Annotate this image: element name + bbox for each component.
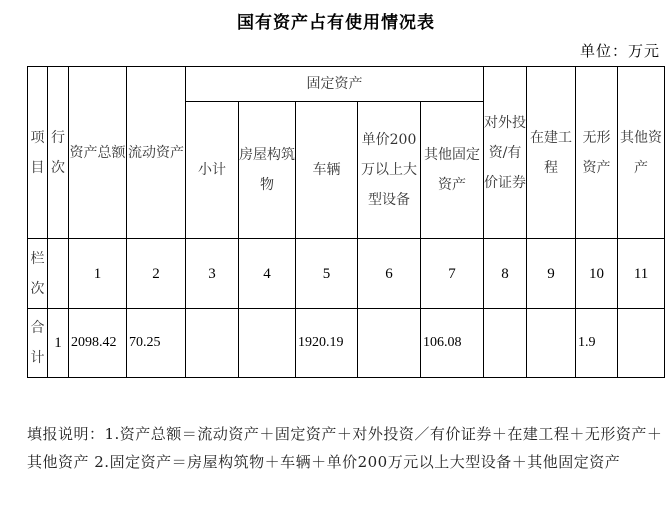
asset-usage-table	[27, 66, 665, 378]
unit-label: 单位：万元	[579, 42, 660, 60]
table-cell	[527, 309, 576, 378]
table-cell	[618, 309, 665, 378]
table-row-total	[28, 309, 665, 378]
table-cell: 70.25	[127, 309, 186, 378]
table-cell	[358, 309, 421, 378]
row-no-cell: 1	[48, 309, 69, 378]
table-cell: 1.9	[576, 309, 618, 378]
table-cell: 1920.19	[296, 309, 358, 378]
table-cell: 10	[576, 239, 618, 309]
header-investments: 对外投资/有价证券	[484, 67, 527, 239]
row-no-cell	[48, 239, 69, 309]
table-cell: 2098.42	[69, 309, 127, 378]
table-cell: 7	[421, 239, 484, 309]
header-vehicles: 车辆	[296, 102, 358, 239]
table-cell	[186, 309, 239, 378]
table-cell: 9	[527, 239, 576, 309]
document-title: 国有资产占有使用情况表	[237, 13, 435, 33]
header-item: 项目	[28, 67, 48, 239]
table-cell: 4	[239, 239, 296, 309]
table-cell	[484, 309, 527, 378]
header-buildings: 房屋构筑物	[239, 102, 296, 239]
table-cell	[239, 309, 296, 378]
table-cell: 1	[69, 239, 127, 309]
table-row-column-index	[28, 239, 665, 309]
filling-instructions: 填报说明：1.资产总额＝流动资产＋固定资产＋对外投资／有价证券＋在建工程＋无形资产＋其他资产 2.固定资产＝房屋构筑物＋车辆＋单价200万元以上大型设备＋其他固定资产	[27, 425, 663, 471]
row-label: 合计	[28, 309, 48, 378]
header-construction: 在建工程	[527, 67, 576, 239]
header-other-assets: 其他资产	[618, 67, 665, 239]
table-cell: 11	[618, 239, 665, 309]
header-large-equipment: 单价200万以上大型设备	[358, 102, 421, 239]
header-other-fixed: 其他固定资产	[421, 102, 484, 239]
table-cell: 106.08	[421, 309, 484, 378]
row-label: 栏次	[28, 239, 48, 309]
header-total-assets: 资产总额	[69, 67, 127, 239]
table-cell: 2	[127, 239, 186, 309]
header-current-assets: 流动资产	[127, 67, 186, 239]
table-cell: 8	[484, 239, 527, 309]
header-subtotal: 小计	[186, 102, 239, 239]
header-row-no: 行次	[48, 67, 69, 239]
table-cell: 5	[296, 239, 358, 309]
table-cell: 3	[186, 239, 239, 309]
header-fixed-assets-group: 固定资产	[186, 67, 484, 102]
table-cell: 6	[358, 239, 421, 309]
header-intangible: 无形资产	[576, 67, 618, 239]
